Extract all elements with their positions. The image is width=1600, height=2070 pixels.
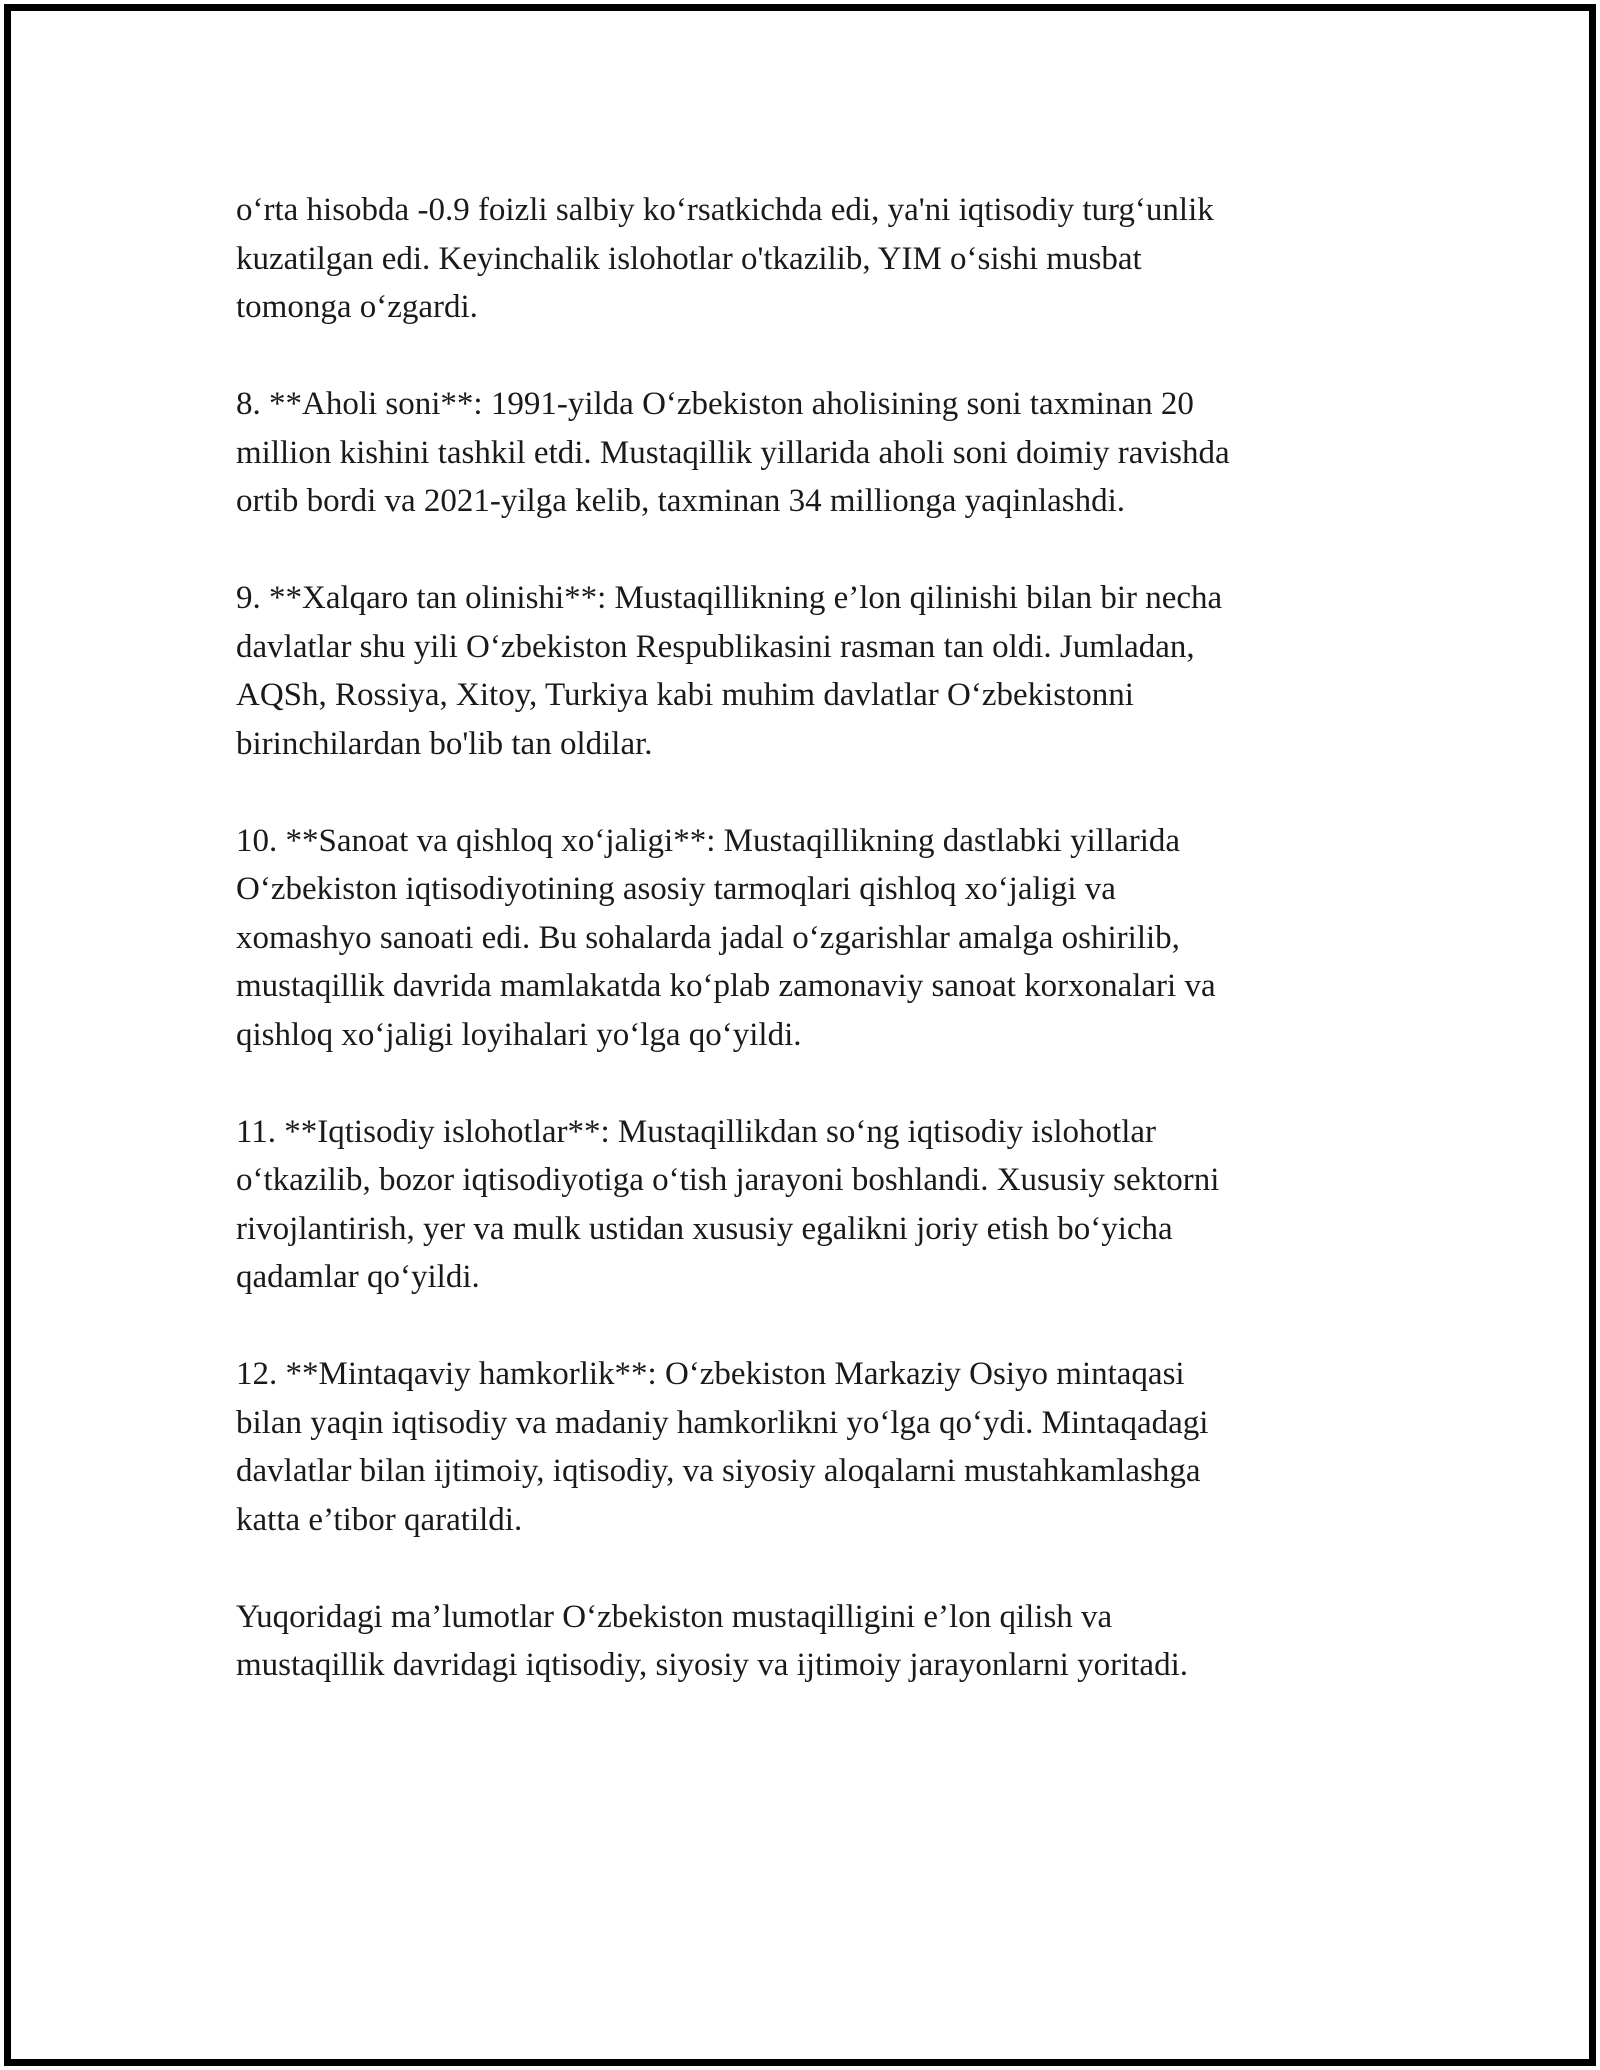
text-line: 11. **Iqtisodiy islohotlar**: Mustaqillikdan so‘ng iqtisodiy islohotlar (236, 1113, 1157, 1150)
text-line: 10. **Sanoat va qishloq xo‘jaligi**: Mustaqillikning dastlabki yillarida (236, 822, 1181, 859)
text-line: 8. **Aholi soni**: 1991-yilda O‘zbekiston aholisining soni taxminan 20 (236, 386, 1194, 422)
text-line: xomashyo sanoati edi. Bu sohalarda jadal o‘zgarishlar amalga oshirilib, (236, 919, 1180, 956)
text-line: million kishini tashkil etdi. Mustaqillik yillarida aholi soni doimiy ravishda (236, 434, 1230, 471)
text-line: birinchilardan bo'lib tan oldilar. (236, 725, 653, 762)
text-line: 12. **Mintaqaviy hamkorlik**: O‘zbekiston Markaziy Osiyo mintaqasi (236, 1356, 1185, 1392)
text-line: AQSh, Rossiya, Xitoy, Turkiya kabi muhim davlatlar O‘zbekistonni (236, 677, 1134, 713)
text-line: qishloq xo‘jaligi loyihalari yo‘lga qo‘yildi. (236, 1016, 802, 1053)
text-line: bilan yaqin iqtisodiy va madaniy hamkorlikni yo‘lga qo‘ydi. Mintaqadagi (236, 1404, 1209, 1441)
text-line: ortib bordi va 2021-yilga kelib, taxminan 34 millionga yaqinlashdi. (236, 483, 1126, 519)
text-line: katta e’tibor qaratildi. (236, 1501, 523, 1538)
text-line: kuzatilgan edi. Keyinchalik islohotlar o'tkazilib, YIM o‘sishi musbat (236, 240, 1142, 277)
text-line: mustaqillik davridagi iqtisodiy, siyosiy va ijtimoiy jarayonlarni yoritadi. (236, 1647, 1188, 1683)
paragraph-conclusion (236, 1593, 1366, 1690)
document-body (236, 186, 1366, 1738)
text-line: tomonga o‘zgardi. (236, 289, 478, 325)
paragraph-regional-cooperation (236, 1350, 1366, 1544)
paragraph-gdp-continuation (236, 186, 1366, 332)
text-line: qadamlar qo‘yildi. (236, 1259, 480, 1295)
text-line: O‘zbekiston iqtisodiyotining asosiy tarmoqlari qishloq xo‘jaligi va (236, 871, 1116, 907)
paragraph-international-recognition (236, 574, 1366, 768)
text-line: davlatlar bilan ijtimoiy, iqtisodiy, va siyosiy aloqalarni mustahkamlashga (236, 1453, 1201, 1489)
text-line: rivojlantirish, yer va mulk ustidan xususiy egalikni joriy etish bo‘yicha (236, 1210, 1173, 1247)
text-line: Yuqoridagi ma’lumotlar O‘zbekiston mustaqilligini e’lon qilish va (236, 1598, 1113, 1635)
text-line: mustaqillik davrida mamlakatda ko‘plab zamonaviy sanoat korxonalari va (236, 968, 1216, 1004)
paragraph-economic-reforms (236, 1108, 1366, 1302)
text-line: 9. **Xalqaro tan olinishi**: Mustaqillikning e’lon qilinishi bilan bir necha (236, 580, 1223, 616)
text-line: o‘rta hisobda -0.9 foizli salbiy ko‘rsatkichda edi, ya'ni iqtisodiy turg‘unlik (236, 192, 1214, 228)
text-line: davlatlar shu yili O‘zbekiston Respublikasini rasman tan oldi. Jumladan, (236, 628, 1195, 665)
paragraph-population (236, 380, 1366, 526)
paragraph-industry-agriculture (236, 817, 1366, 1060)
text-line: o‘tkazilib, bozor iqtisodiyotiga o‘tish jarayoni boshlandi. Xususiy sektorni (236, 1162, 1220, 1198)
